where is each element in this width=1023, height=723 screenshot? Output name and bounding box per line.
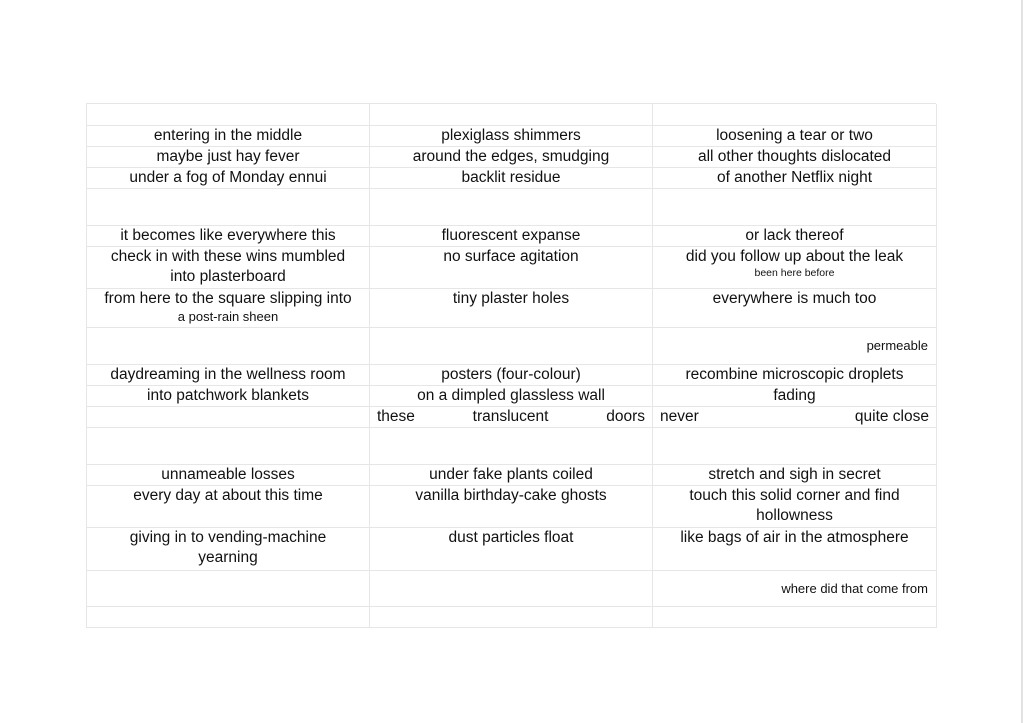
table-cell: [87, 147, 370, 168]
cell-text: from here to the square slipping into: [104, 290, 352, 307]
cell-text: on a dimpled glassless wall: [417, 387, 605, 404]
table-cell: [370, 386, 653, 407]
cell-text: of another Netflix night: [716, 169, 873, 186]
table-cell: [87, 607, 370, 628]
cell-text: giving in to vending-machine: [129, 529, 327, 546]
cell-text: tiny plaster holes: [452, 290, 570, 307]
table-cell: [87, 365, 370, 386]
table-cell: [370, 571, 653, 607]
table-cell: [370, 365, 653, 386]
cell-text: posters (four-colour): [441, 366, 581, 383]
table-cell: [653, 226, 937, 247]
table-cell: [87, 407, 370, 428]
table-cell: [370, 528, 653, 571]
cell-text: where did that come from: [781, 580, 928, 596]
table-cell: [370, 147, 653, 168]
table-cell: [87, 226, 370, 247]
table-cell: [653, 168, 937, 189]
cell-text: recombine microscopic droplets: [685, 366, 904, 383]
table-cell: [87, 289, 370, 328]
table-cell: [653, 428, 937, 465]
table-cell: [87, 247, 370, 289]
table-cell: [653, 528, 937, 571]
cell-text: plexiglass shimmers: [441, 127, 581, 144]
cell-text: loosening a tear or two: [716, 127, 873, 144]
table-cell: [87, 328, 370, 365]
cell-text: permeable: [866, 338, 928, 353]
table-cell: [87, 486, 370, 528]
table-cell: [370, 289, 653, 328]
table-cell: [653, 104, 937, 126]
table-cell: [653, 386, 937, 407]
table-cell: [653, 465, 937, 486]
table-cell: [653, 289, 937, 328]
table-cell: [370, 486, 653, 528]
cell-text: fluorescent expanse: [441, 227, 581, 244]
table-cell: [370, 465, 653, 486]
cell-note: been here before: [754, 267, 835, 279]
table-cell: [370, 104, 653, 126]
table-cell: [653, 328, 937, 365]
cell-text: into plasterboard: [170, 268, 286, 285]
table-cell: [87, 104, 370, 126]
table-cell: [87, 465, 370, 486]
table-cell: [87, 528, 370, 571]
poem-table: [86, 103, 936, 628]
cell-text: under a fog of Monday ennui: [129, 169, 327, 186]
table-cell: [653, 407, 937, 428]
cell-text: entering in the middle: [153, 127, 303, 144]
table-cell: [87, 571, 370, 607]
table-cell: [653, 365, 937, 386]
table-cell: [370, 407, 653, 428]
cell-text: yearning: [198, 549, 258, 566]
table-cell: [653, 607, 937, 628]
cell-text: stretch and sigh in secret: [708, 466, 881, 483]
cell-text: everywhere is much too: [712, 290, 877, 307]
cell-text: under fake plants coiled: [429, 466, 593, 483]
cell-text: vanilla birthday-cake ghosts: [415, 487, 607, 504]
cell-text: or lack thereof: [745, 227, 844, 244]
table-cell: [370, 189, 653, 226]
table-cell: [87, 126, 370, 147]
table-cell: [370, 328, 653, 365]
cell-text: it becomes like everywhere this: [120, 227, 336, 244]
cell-text: unnameable losses: [161, 466, 295, 483]
cell-text: no surface agitation: [443, 248, 579, 265]
cell-text: every day at about this time: [133, 487, 323, 504]
cell-text: daydreaming in the wellness room: [110, 366, 346, 383]
table-cell: [370, 168, 653, 189]
cell-word: quite close: [854, 408, 929, 425]
cell-word: never: [660, 408, 699, 425]
cell-note: a post-rain sheen: [177, 309, 279, 324]
table-cell: [370, 126, 653, 147]
cell-text: fading: [773, 387, 816, 404]
table-cell: [370, 226, 653, 247]
cell-word: translucent: [472, 408, 549, 425]
cell-word: doors: [606, 408, 645, 425]
cell-word: these: [377, 408, 415, 425]
table-cell: [87, 428, 370, 465]
table-cell: [87, 386, 370, 407]
table-cell: [653, 571, 937, 607]
cell-text: did you follow up about the leak: [685, 248, 904, 265]
cell-text: backlit residue: [461, 169, 561, 186]
cell-text: hollowness: [756, 507, 833, 524]
cell-text: dust particles float: [448, 529, 574, 546]
table-cell: [653, 189, 937, 226]
table-cell: [653, 126, 937, 147]
cell-text: like bags of air in the atmosphere: [680, 529, 909, 546]
table-cell: [370, 607, 653, 628]
table-cell: [653, 247, 937, 289]
cell-text: into patchwork blankets: [147, 387, 309, 404]
table-cell: [370, 428, 653, 465]
table-cell: [653, 147, 937, 168]
cell-text: maybe just hay fever: [156, 148, 300, 165]
table-cell: [370, 247, 653, 289]
table-cell: [87, 168, 370, 189]
cell-text: check in with these wins mumbled: [110, 248, 346, 265]
cell-text: all other thoughts dislocated: [697, 148, 892, 165]
table-cell: [87, 189, 370, 226]
table-cell: [653, 486, 937, 528]
cell-text: touch this solid corner and find: [689, 487, 900, 504]
cell-text: around the edges, smudging: [412, 148, 610, 165]
